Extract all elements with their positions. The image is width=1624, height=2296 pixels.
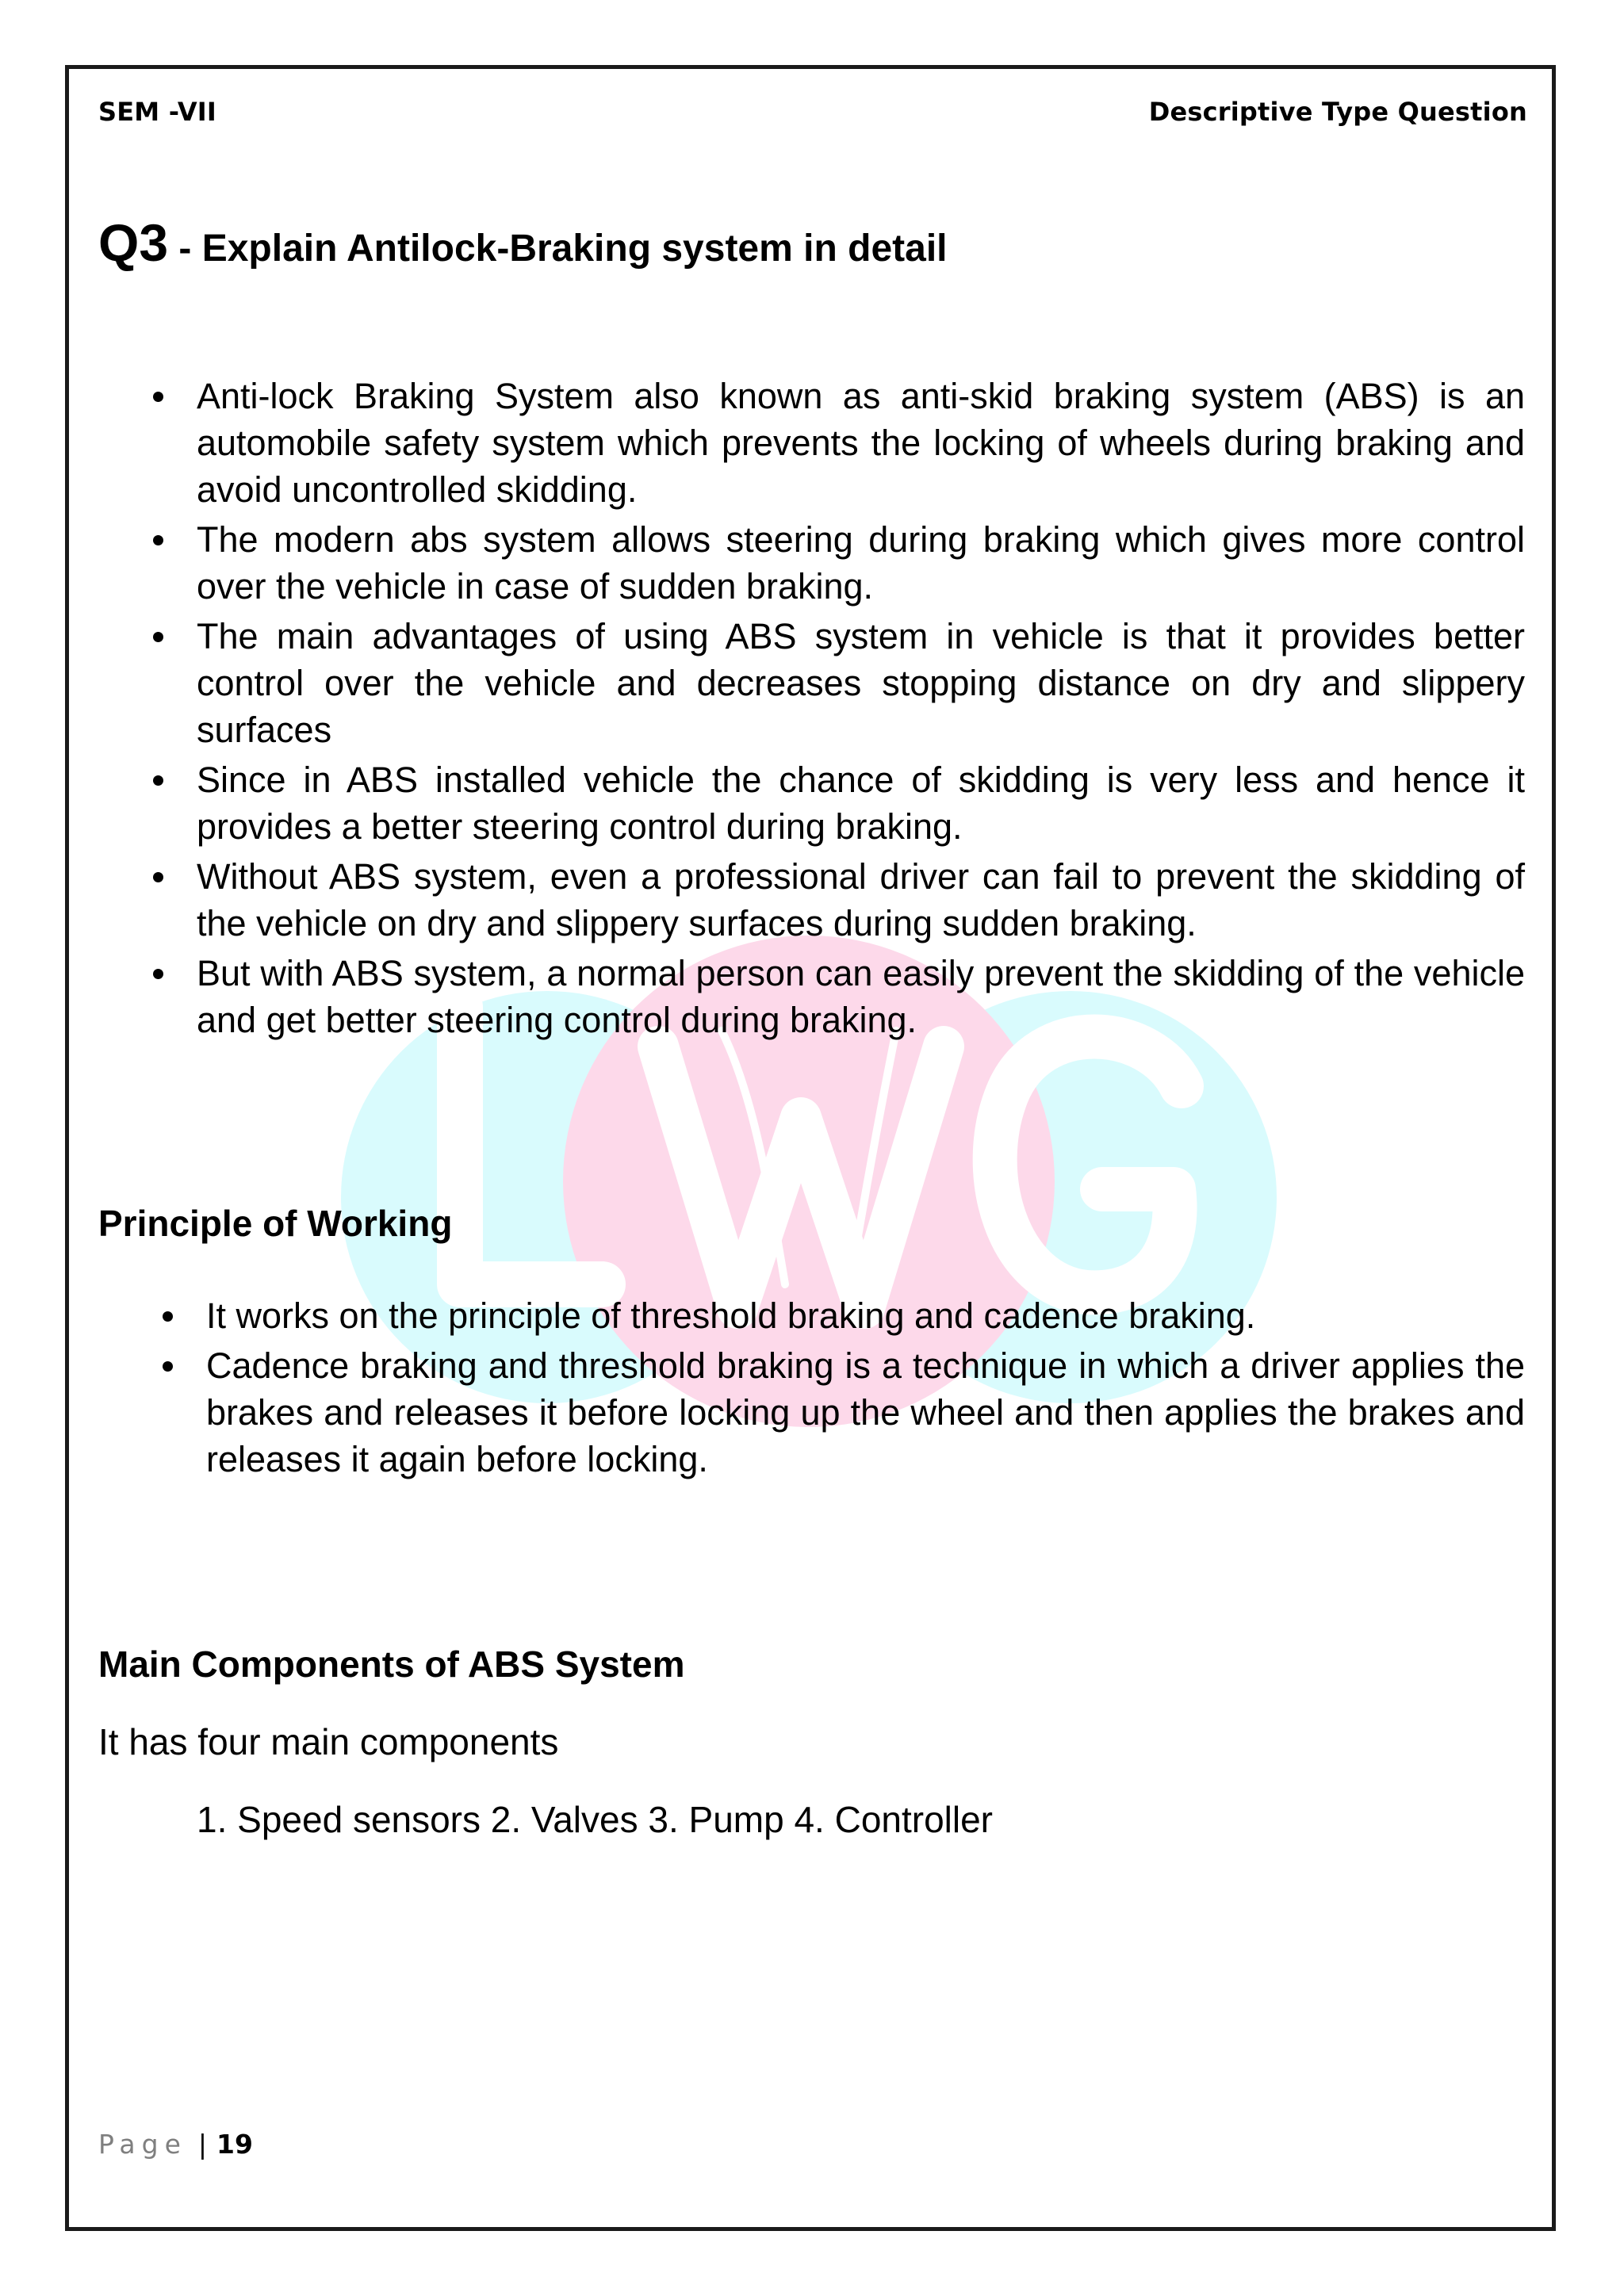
components-list: 1. Speed sensors 2. Valves 3. Pump 4. Controller: [197, 1799, 994, 1840]
question-number: Q3: [98, 213, 169, 272]
list-item: Without ABS system, even a professional driver can fail to prevent the skidding of the vehicle on dry and slippery surfaces during sudden braking.: [197, 853, 1525, 947]
list-item: The main advantages of using ABS system in vehicle is that it provides better control over the vehicle and decreases stopping distance on dry and slippery surfaces: [197, 613, 1525, 753]
header-question-type: Descriptive Type Question: [1148, 97, 1527, 127]
list-item: Anti-lock Braking System also known as anti-skid braking system (ABS) is an automobile safety system which prevents the locking of wheels during braking and avoid uncontrolled skidding.: [197, 373, 1525, 513]
intro-bullet-list: [197, 373, 1525, 1047]
question-title: [98, 212, 948, 273]
principle-bullet-list: [206, 1292, 1525, 1486]
bullet-icon: [153, 969, 163, 979]
bullet-icon: [153, 632, 163, 642]
components-heading: Main Components of ABS System: [98, 1644, 685, 1685]
list-item: Cadence braking and threshold braking is a technique in which a driver applies the brakes and releases it before locking up the wheel and then applies the brakes and releases it again before locking.: [206, 1342, 1525, 1483]
bullet-icon: [153, 535, 163, 545]
page-number: 19: [216, 2129, 253, 2160]
bullet-icon: [163, 1361, 173, 1372]
bullet-icon: [153, 872, 163, 882]
footer-separator: |: [197, 2129, 208, 2160]
page-footer: [98, 2129, 253, 2160]
list-item: It works on the principle of threshold braking and cadence braking.: [206, 1292, 1525, 1339]
list-item: The modern abs system allows steering during braking which gives more control over the vehicle in case of sudden braking.: [197, 516, 1525, 610]
components-intro: It has four main components: [98, 1721, 559, 1762]
list-item: But with ABS system, a normal person can easily prevent the skidding of the vehicle and get better steering control during braking.: [197, 950, 1525, 1043]
principle-heading: Principle of Working: [98, 1203, 453, 1244]
question-text: - Explain Antilock-Braking system in detail: [168, 228, 948, 270]
header-semester: SEM -VII: [98, 97, 217, 127]
bullet-icon: [163, 1311, 173, 1322]
list-item: Since in ABS installed vehicle the chance of skidding is very less and hence it provides a better steering control during braking.: [197, 756, 1525, 850]
bullet-icon: [153, 392, 163, 402]
bullet-icon: [153, 775, 163, 786]
footer-page-label: Page: [98, 2129, 187, 2160]
